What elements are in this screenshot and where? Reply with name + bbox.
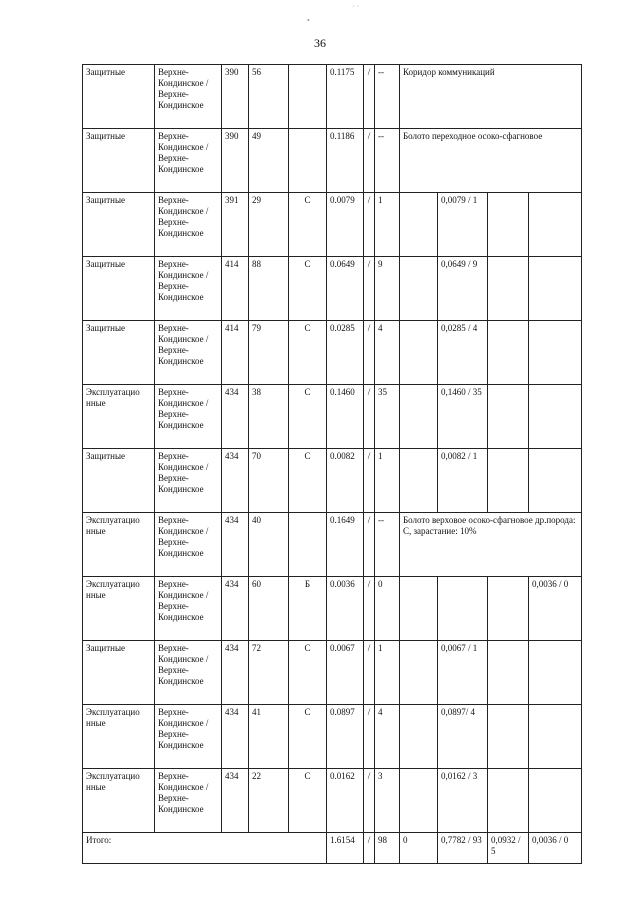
species-cell [289,129,327,193]
breakdown-cell-3 [488,769,529,833]
breakdown-cell-4 [529,705,582,769]
total-label-cell: Итого: [83,833,327,864]
table-row [83,449,582,513]
area-cell: 0.1186 [327,129,364,193]
quarter-cell: 390 [222,129,249,193]
plot-cell: 72 [249,641,289,705]
volume-cell: -- [375,129,400,193]
area-cell: 0.0649 [327,257,364,321]
breakdown-cell-1 [400,705,438,769]
breakdown-cell-4 [529,449,582,513]
volume-cell: 35 [375,385,400,449]
volume-cell: 3 [375,769,400,833]
total-area-cell: 1.6154 [327,833,364,864]
breakdown-cell-4 [529,385,582,449]
quarter-cell: 414 [222,257,249,321]
species-cell: Б [289,577,327,641]
breakdown-cell-4 [529,193,582,257]
separator-cell: / [364,769,375,833]
breakdown-cell-3 [488,641,529,705]
breakdown-cell-2: 0,0079 / 1 [438,193,488,257]
breakdown-cell-4 [529,257,582,321]
table-row [83,513,582,577]
breakdown-cell-2 [438,577,488,641]
forestry-cell: Верхне-Кондинское / Верхне-Кондинское [155,257,222,321]
land-category-cell: Защитные [83,193,155,257]
breakdown-cell-3 [488,257,529,321]
plot-cell: 79 [249,321,289,385]
table-body [83,65,582,864]
breakdown-cell-1 [400,193,438,257]
land-category-cell: Эксплуатацио нные [83,385,155,449]
volume-cell: 4 [375,705,400,769]
volume-cell: -- [375,65,400,129]
note-cell: Болото переходное осоко-сфагновое [400,129,582,193]
forestry-cell: Верхне-Кондинское / Верхне-Кондинское [155,641,222,705]
volume-cell: 0 [375,577,400,641]
breakdown-cell-4: 0,0036 / 0 [529,577,582,641]
plot-cell: 29 [249,193,289,257]
total-volume-cell: 98 [375,833,400,864]
breakdown-cell-1 [400,449,438,513]
separator-cell: / [364,705,375,769]
table-row [83,769,582,833]
area-cell: 0.0067 [327,641,364,705]
breakdown-cell-2: 0,0897/ 4 [438,705,488,769]
breakdown-cell-4 [529,641,582,705]
species-cell: С [289,321,327,385]
breakdown-cell-2: 0,0162 / 3 [438,769,488,833]
breakdown-cell-3 [488,577,529,641]
table-row [83,257,582,321]
species-cell: С [289,705,327,769]
species-cell: С [289,193,327,257]
forestry-cell: Верхне-Кондинское / Верхне-Кондинское [155,385,222,449]
quarter-cell: 434 [222,641,249,705]
forest-plot-table [82,64,582,864]
page-number: 36 [314,36,326,50]
total-breakdown-cell-4: 0,0036 / 0 [529,833,582,864]
breakdown-cell-1 [400,641,438,705]
separator-cell: / [364,321,375,385]
total-breakdown-cell-2: 0,7782 / 93 [438,833,488,864]
area-cell: 0.0162 [327,769,364,833]
quarter-cell: 391 [222,193,249,257]
volume-cell: 9 [375,257,400,321]
quarter-cell: 434 [222,705,249,769]
total-row [83,833,582,864]
note-cell: Коридор коммуникаций [400,65,582,129]
table-row [83,577,582,641]
breakdown-cell-1 [400,321,438,385]
species-cell: С [289,449,327,513]
breakdown-cell-2: 0,0067 / 1 [438,641,488,705]
land-category-cell: Защитные [83,321,155,385]
volume-cell: 1 [375,641,400,705]
breakdown-cell-2: 0,0082 / 1 [438,449,488,513]
breakdown-cell-2: 0,0285 / 4 [438,321,488,385]
breakdown-cell-3 [488,385,529,449]
land-category-cell: Защитные [83,129,155,193]
volume-cell: 4 [375,321,400,385]
area-cell: 0.0285 [327,321,364,385]
forestry-cell: Верхне-Кондинское / Верхне-Кондинское [155,129,222,193]
quarter-cell: 434 [222,385,249,449]
area-cell: 0.0036 [327,577,364,641]
area-cell: 0.1460 [327,385,364,449]
volume-cell: 1 [375,449,400,513]
plot-cell: 56 [249,65,289,129]
area-cell: 0.1175 [327,65,364,129]
species-cell: С [289,641,327,705]
breakdown-cell-4 [529,769,582,833]
breakdown-cell-3 [488,321,529,385]
separator-cell: / [364,193,375,257]
species-cell [289,513,327,577]
scan-speck: • [307,16,310,25]
table-row [83,65,582,129]
separator-cell: / [364,513,375,577]
plot-cell: 41 [249,705,289,769]
forestry-cell: Верхне-Кондинское / Верхне-Кондинское [155,321,222,385]
volume-cell: 1 [375,193,400,257]
separator-cell: / [364,129,375,193]
plot-cell: 40 [249,513,289,577]
total-breakdown-cell-1: 0 [400,833,438,864]
breakdown-cell-1 [400,257,438,321]
separator-cell: / [364,449,375,513]
table-row [83,641,582,705]
land-category-cell: Защитные [83,641,155,705]
table-row [83,321,582,385]
scan-speck: · · [352,2,360,11]
quarter-cell: 390 [222,65,249,129]
breakdown-cell-3 [488,705,529,769]
area-cell: 0.0079 [327,193,364,257]
separator-cell: / [364,257,375,321]
land-category-cell: Эксплуатацио нные [83,513,155,577]
breakdown-cell-1 [400,385,438,449]
breakdown-cell-3 [488,449,529,513]
land-category-cell: Защитные [83,257,155,321]
separator-cell: / [364,385,375,449]
land-category-cell: Защитные [83,65,155,129]
quarter-cell: 434 [222,513,249,577]
quarter-cell: 434 [222,449,249,513]
quarter-cell: 434 [222,769,249,833]
note-cell: Болото верховое осоко-сфагновое др.порода: С, зарастание: 10% [400,513,582,577]
plot-cell: 22 [249,769,289,833]
forestry-cell: Верхне-Кондинское / Верхне-Кондинское [155,193,222,257]
quarter-cell: 434 [222,577,249,641]
breakdown-cell-4 [529,321,582,385]
land-category-cell: Эксплуатацио нные [83,577,155,641]
separator-cell: / [364,641,375,705]
species-cell [289,65,327,129]
breakdown-cell-1 [400,769,438,833]
area-cell: 0.0082 [327,449,364,513]
table-row [83,705,582,769]
species-cell: С [289,769,327,833]
forestry-cell: Верхне-Кондинское / Верхне-Кондинское [155,769,222,833]
forestry-cell: Верхне-Кондинское / Верхне-Кондинское [155,513,222,577]
breakdown-cell-2: 0,0649 / 9 [438,257,488,321]
area-cell: 0.0897 [327,705,364,769]
forestry-cell: Верхне-Кондинское / Верхне-Кондинское [155,705,222,769]
land-category-cell: Эксплуатацио нные [83,705,155,769]
forestry-cell: Верхне-Кондинское / Верхне-Кондинское [155,65,222,129]
area-cell: 0.1649 [327,513,364,577]
table-row [83,385,582,449]
forestry-cell: Верхне-Кондинское / Верхне-Кондинское [155,449,222,513]
separator-cell: / [364,65,375,129]
separator-cell: / [364,577,375,641]
volume-cell: -- [375,513,400,577]
forestry-cell: Верхне-Кондинское / Верхне-Кондинское [155,577,222,641]
plot-cell: 70 [249,449,289,513]
total-separator-cell: / [364,833,375,864]
species-cell: С [289,385,327,449]
breakdown-cell-3 [488,193,529,257]
breakdown-cell-1 [400,577,438,641]
breakdown-cell-2: 0,1460 / 35 [438,385,488,449]
land-category-cell: Эксплуатацио нные [83,769,155,833]
quarter-cell: 414 [222,321,249,385]
plot-cell: 38 [249,385,289,449]
plot-cell: 60 [249,577,289,641]
table-row [83,129,582,193]
species-cell: С [289,257,327,321]
total-breakdown-cell-3: 0,0932 / 5 [488,833,529,864]
plot-cell: 88 [249,257,289,321]
table-row [83,193,582,257]
land-category-cell: Защитные [83,449,155,513]
plot-cell: 49 [249,129,289,193]
